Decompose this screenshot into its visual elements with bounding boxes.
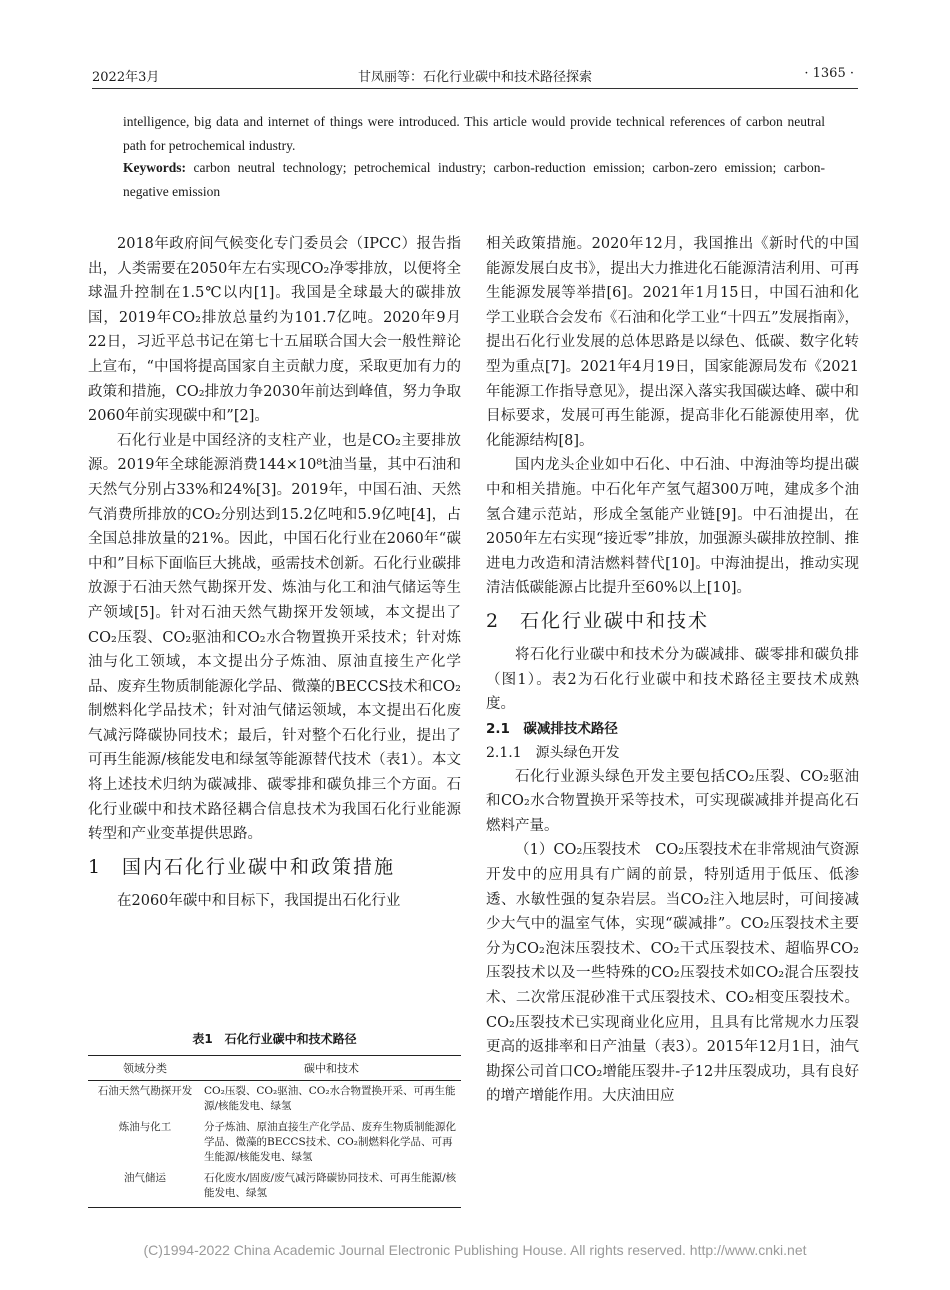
table-cell-area: 石油天然气勘探开发: [97, 1085, 193, 1097]
paragraph: 国内龙头企业如中石化、中石油、中海油等均提出碳中和相关措施。中石化年产氢气超300万吨，建成多个油氢合建示范站，形成全氢能产业链[9]。中石油提出，在2050年左右实现“接近零”排放，加强源头碳排放控制、推进电力改造和清洁燃料替代[10]。中海油提出，推动实现清洁低碳能源占比提升至60%以上[10]。: [486, 457, 859, 597]
subsubsection-heading: 2.1.1 源头绿色开发: [486, 744, 620, 761]
right-column: [486, 232, 859, 1109]
section-number: 1: [88, 855, 103, 878]
table-cell-tech: 石化废水/固废/废气减污降碳协同技术、可再生能源/核能发电、绿氢: [202, 1168, 461, 1208]
table-caption: 表1 石化行业碳中和技术路径: [192, 1032, 357, 1046]
paragraph: 相关政策措施。2020年12月，我国推出《新时代的中国能源发展白皮书》，提出大力推进化石能源清洁利用、可再生能源发展等举措[6]。2021年1月15日，中国石油和化学工业联合会发布《石油和化学工业“十四五”发展指南》，提出石化行业发展的总体思路是以绿色、低碳、数字化转型为重点[7]。2021年4月19日，国家能源局发布《2021年能源工作指导意见》，提出深入落实我国碳达峰、碳中和目标要求，发展可再生能源，提高非化石能源使用率，优化能源结构[8]。: [486, 236, 859, 449]
paragraph: （1）CO₂压裂技术 CO₂压裂技术在非常规油气资源开发中的应用具有广阔的前景，特别适用于低压、低渗透、水敏性强的复杂岩层。当CO₂注入地层时，可间接减少大气中的温室气体，实现“碳减排”。CO₂压裂技术主要分为CO₂泡沫压裂技术、CO₂干式压裂技术、超临界CO₂压裂技术以及一些特殊的CO₂压裂技术如CO₂混合压裂技术、二次常压混砂准干式压裂技术、CO₂相变压裂技术。CO₂压裂技术已实现商业化应用，且具有比常规水力压裂更高的返排率和日产油量（表3）。2015年12月1日，油气勘探公司首口CO₂增能压裂井-子12井压裂成功，具有良好的增产增能作用。大庆油田应: [486, 842, 859, 1105]
section-number: 2: [486, 609, 501, 632]
section-title: 石化行业碳中和技术: [520, 609, 710, 632]
table-row: [88, 1168, 461, 1208]
left-column: [88, 232, 461, 913]
table-row: [88, 1081, 461, 1118]
table-cell-area: 炼油与化工: [118, 1121, 172, 1133]
paragraph: 石化行业是中国经济的支柱产业，也是CO₂主要排放源。2019年全球能源消费144×10⁸t油当量，其中石油和天然气分别占33%和24%[3]。2019年，中国石油、天然气消费所排放的CO₂分别达到15.2亿吨和5.9亿吨[4]，占全国总排放量的21%。因此，中国石化行业在2060年“碳中和”目标下面临巨大挑战，亟需技术创新。石化行业碳排放源于石油天然气勘探开发、炼油与化工和油气储运等生产领域[5]。针对石油天然气勘探开发领域，本文提出了CO₂压裂、CO₂驱油和CO₂水合物置换开采技术；针对炼油与化工领域，本文提出分子炼油、原油直接生产化学品、废弃生物质制能源化学品、微藻的BECCS技术和CO₂制燃料化学品技术；针对油气储运领域，本文提出石化废气减污降碳协同技术；最后，针对整个石化行业，提出了可再生能源/核能发电和绿氢等能源替代技术（表1）。本文将上述技术归纳为碳减排、碳零排和碳负排三个方面。石化行业碳中和技术路径耦合信息技术为我国石化行业能源转型和产业变革提供思路。: [88, 432, 461, 843]
header-rule: [92, 88, 858, 89]
section-heading: [486, 605, 859, 637]
table-header-area: 领域分类: [88, 1056, 202, 1081]
paragraph: 2018年政府间气候变化专门委员会（IPCC）报告指出，人类需要在2050年左右实现CO₂净零排放，以便将全球温升控制在1.5℃以内[1]。我国是全球最大的碳排放国，2019年CO₂排放总量约为101.7亿吨。2020年9月22日，习近平总书记在第七十五届联合国大会一般性辩论上宣布，“中国将提高国家自主贡献力度，采取更加有力的政策和措施，CO₂排放力争2030年前达到峰值，努力争取2060年前实现碳中和”[2]。: [88, 236, 461, 425]
section-title: 国内石化行业碳中和政策措施: [122, 855, 396, 878]
table-cell-area: 油气储运: [88, 1168, 202, 1208]
table-header-tech: 碳中和技术: [202, 1056, 461, 1081]
section-heading: [88, 851, 461, 883]
paragraph: 在2060年碳中和目标下，我国提出石化行业: [117, 892, 401, 909]
abstract-text: intelligence, big data and internet of things were introduced. This article would provide technical references of carbon neutral path for petrochemical industry.: [123, 114, 825, 153]
copyright-footer: (C)1994-2022 China Academic Journal Electronic Publishing House. All rights reserved. http://www.cnki.net: [143, 1242, 807, 1258]
table-row: [88, 1117, 461, 1168]
paragraph: 石化行业源头绿色开发主要包括CO₂压裂、CO₂驱油和CO₂水合物置换开采等技术，可实现碳减排并提高化石燃料产量。: [486, 768, 859, 834]
keywords-text: carbon neutral technology; petrochemical industry; carbon-reduction emission; carbon-zero emission; carbon-negative emission: [123, 160, 825, 199]
subsection-heading: 2.1 碳减排技术路径: [486, 720, 618, 737]
header-page-number: · 1365 ·: [804, 66, 854, 81]
table: [88, 1055, 461, 1208]
table-1: [88, 1030, 461, 1208]
keywords: [123, 156, 825, 204]
table-cell-tech: CO₂压裂、CO₂驱油、CO₂水合物置换开采、可再生能源/核能发电、绿氢: [204, 1085, 456, 1112]
header-date: 2022年3月: [92, 70, 160, 85]
keywords-label: Keywords:: [123, 160, 186, 175]
header-title: 甘凤丽等：石化行业碳中和技术路径探索: [357, 70, 592, 85]
table-cell-tech: 分子炼油、原油直接生产化学品、废弃生物质制能源化学品、微藻的BECCS技术、CO₂制燃料化学品、可再生能源/核能发电、绿氢: [204, 1121, 456, 1163]
paragraph: 将石化行业碳中和技术分为碳减排、碳零排和碳负排（图1）。表2为石化行业碳中和技术路径主要技术成熟度。: [486, 646, 859, 713]
